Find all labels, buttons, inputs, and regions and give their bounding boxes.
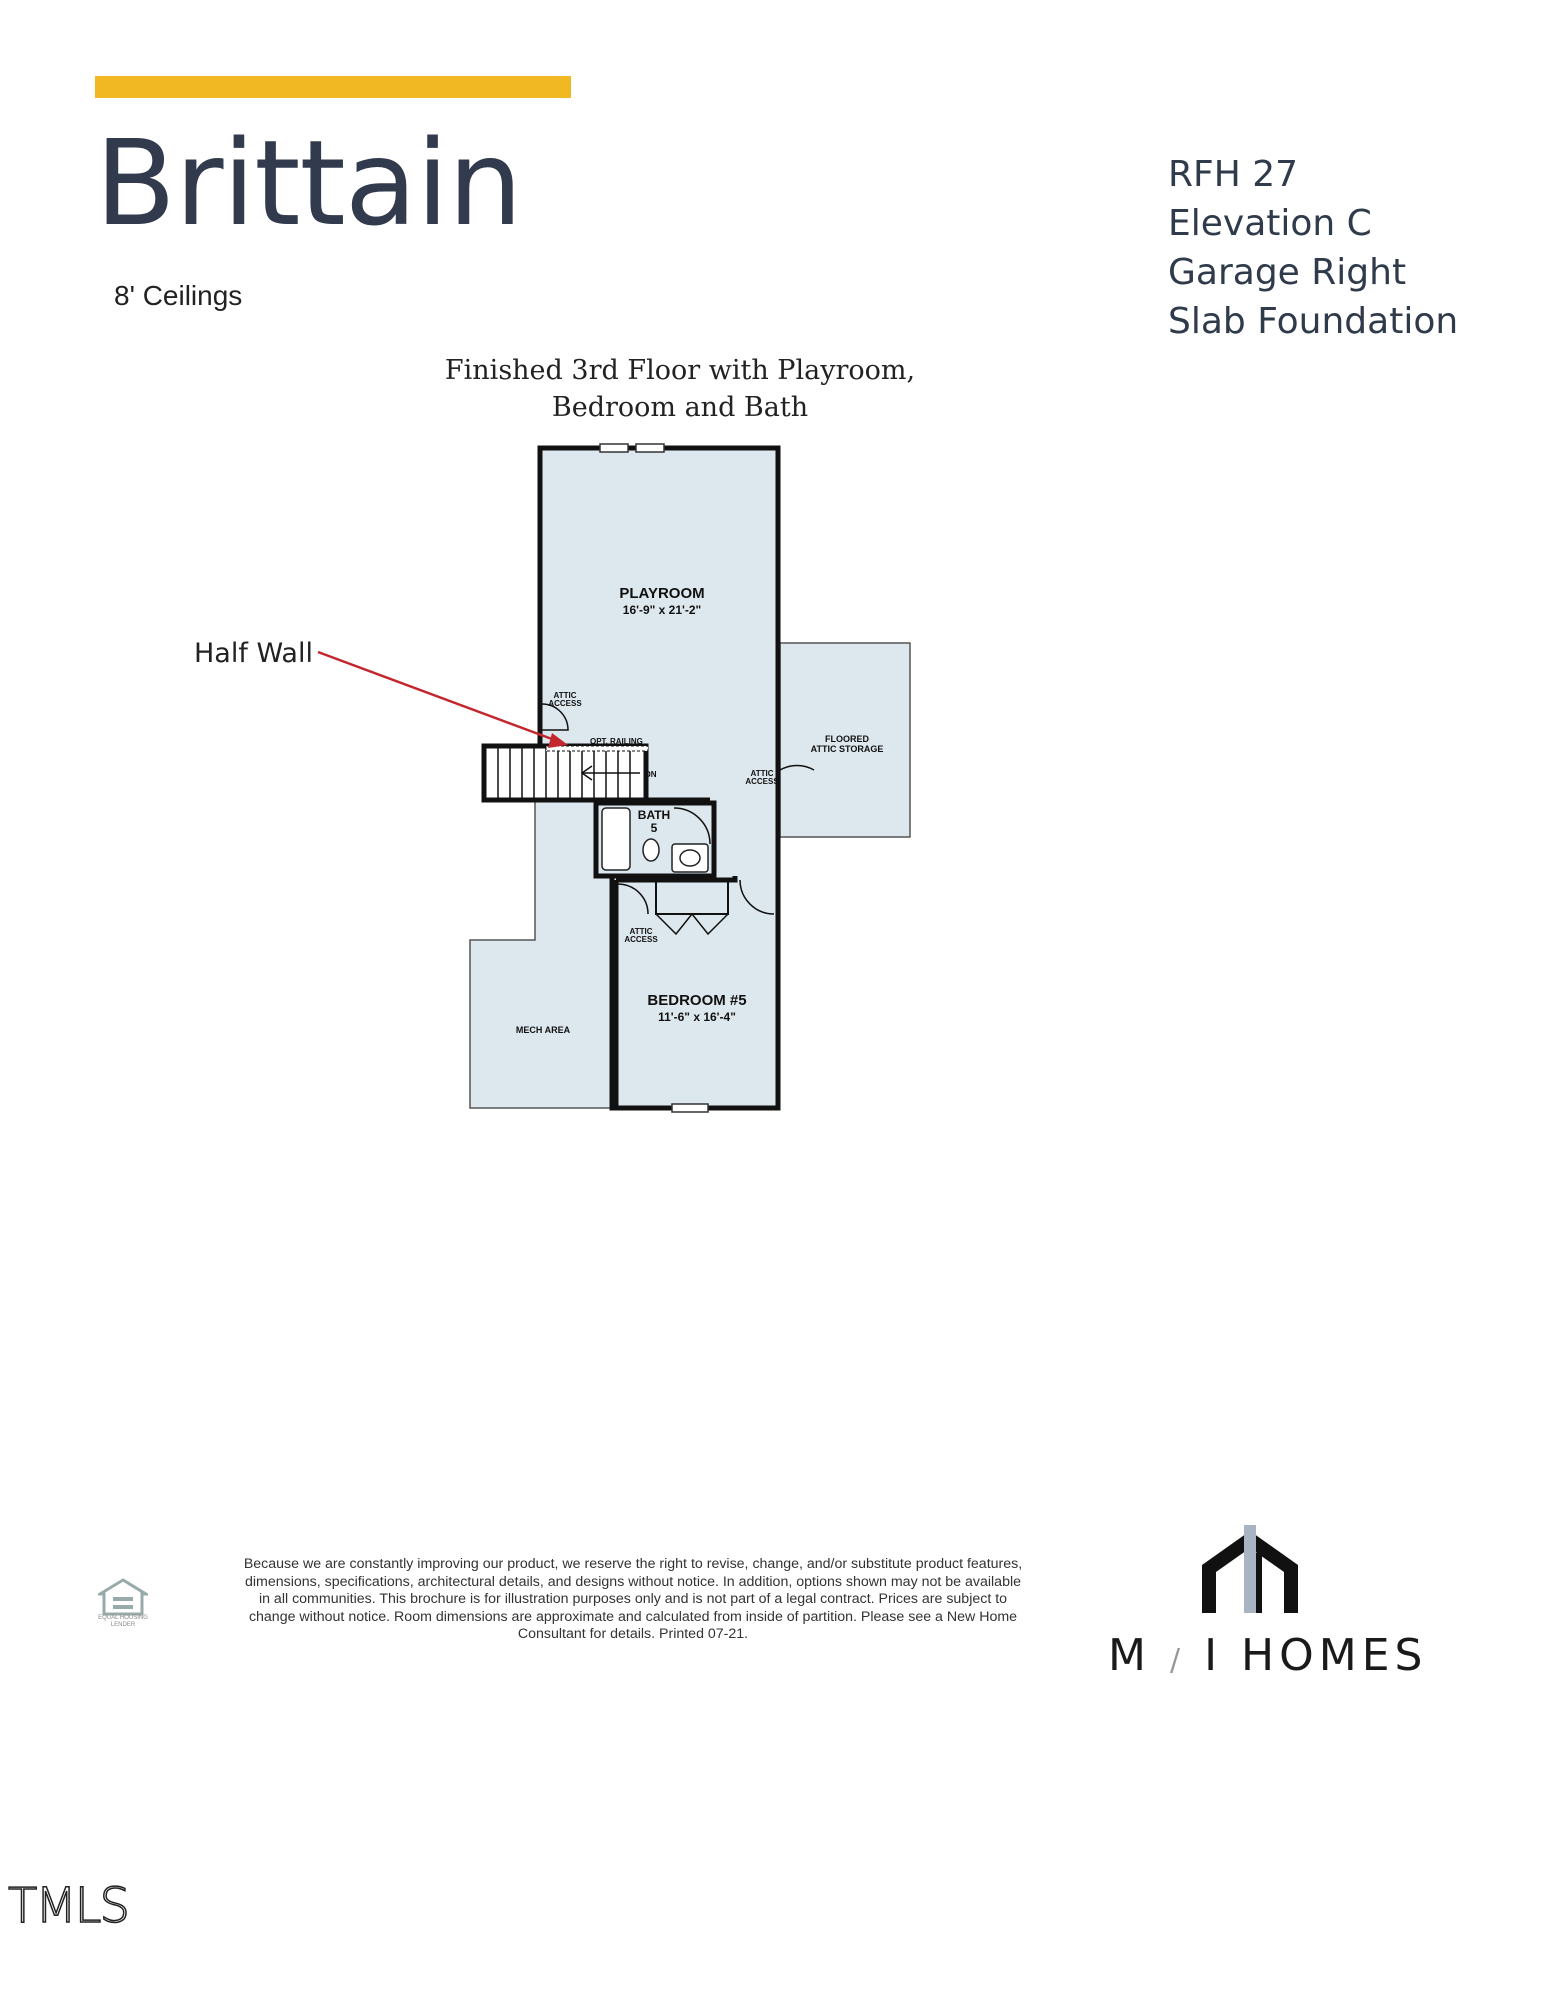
ceiling-height-note: 8' Ceilings xyxy=(114,280,243,311)
brand-rest: I HOMES xyxy=(1204,1630,1428,1681)
playroom-label: PLAYROOM xyxy=(619,585,705,602)
spec-foundation: Slab Foundation xyxy=(1168,301,1459,342)
bath-label: BATH xyxy=(637,808,671,822)
attic-access-left-line2: ACCESS xyxy=(548,699,582,708)
half-wall-arrow xyxy=(318,652,560,742)
sink-icon xyxy=(672,844,708,872)
bathtub-icon xyxy=(602,808,630,870)
equal-housing-text: EQUAL HOUSING LENDER xyxy=(98,1615,148,1628)
plan-name-title: Brittain xyxy=(95,114,522,252)
mech-area-label: MECH AREA xyxy=(515,1025,571,1035)
mi-homes-logo-icon xyxy=(1200,1525,1300,1615)
window-top-right xyxy=(636,444,664,452)
attic-access-bedroom-line1: ATTIC xyxy=(629,927,653,936)
attic-access-left-line1: ATTIC xyxy=(553,691,577,700)
floor-plan-title-line1: Finished 3rd Floor with Playroom, xyxy=(444,355,916,386)
mi-homes-wordmark xyxy=(1108,1630,1428,1681)
bedroom-label: BEDROOM #5 xyxy=(647,992,747,1009)
bath-number: 5 xyxy=(650,821,658,835)
playroom-dimensions: 16'-9" x 21'-2" xyxy=(622,603,702,617)
storage-label-line1: FLOORED xyxy=(825,734,869,744)
half-wall-callout: Half Wall xyxy=(194,638,313,669)
spec-elevation: Elevation C xyxy=(1168,203,1372,244)
brand-slash: / xyxy=(1169,1643,1186,1678)
brand-m: M xyxy=(1108,1630,1151,1681)
optional-railing-label: OPT. RAILING xyxy=(590,737,643,746)
window-bedroom xyxy=(672,1104,708,1112)
attic-access-right-line2: ACCESS xyxy=(745,777,779,786)
spec-plan-code: RFH 27 xyxy=(1168,154,1299,195)
optional-railing xyxy=(546,746,648,751)
down-label: DN xyxy=(645,770,657,779)
mech-area xyxy=(470,800,612,1108)
storage-label-line2: ATTIC STORAGE xyxy=(810,744,884,754)
spec-garage: Garage Right xyxy=(1168,252,1407,293)
window-top-left xyxy=(600,444,628,452)
equal-housing-icon xyxy=(98,1578,148,1616)
floor-plan-title-line2: Bedroom and Bath xyxy=(551,392,809,423)
tmls-watermark: TMLS xyxy=(8,1878,128,1934)
attic-access-bedroom-line2: ACCESS xyxy=(624,935,658,944)
legal-disclaimer: Because we are constantly improving our product, we reserve the right to revise, change, and/or substitute product features, dimensions, specifications, architectural details, and designs without notice. In addition, options shown may not be available in all communities. This brochure is for illustration purposes only and is not part of a legal contract. Prices are subject to change without notice. Room dimensions are approximate and calculated from inside of partition. Please see a New Home Consultant for details. Printed 07-21. xyxy=(243,1556,1023,1642)
attic-access-right-line1: ATTIC xyxy=(750,769,774,778)
bedroom-dimensions: 11'-6" x 16'-4" xyxy=(658,1010,736,1024)
toilet-icon xyxy=(643,839,659,861)
